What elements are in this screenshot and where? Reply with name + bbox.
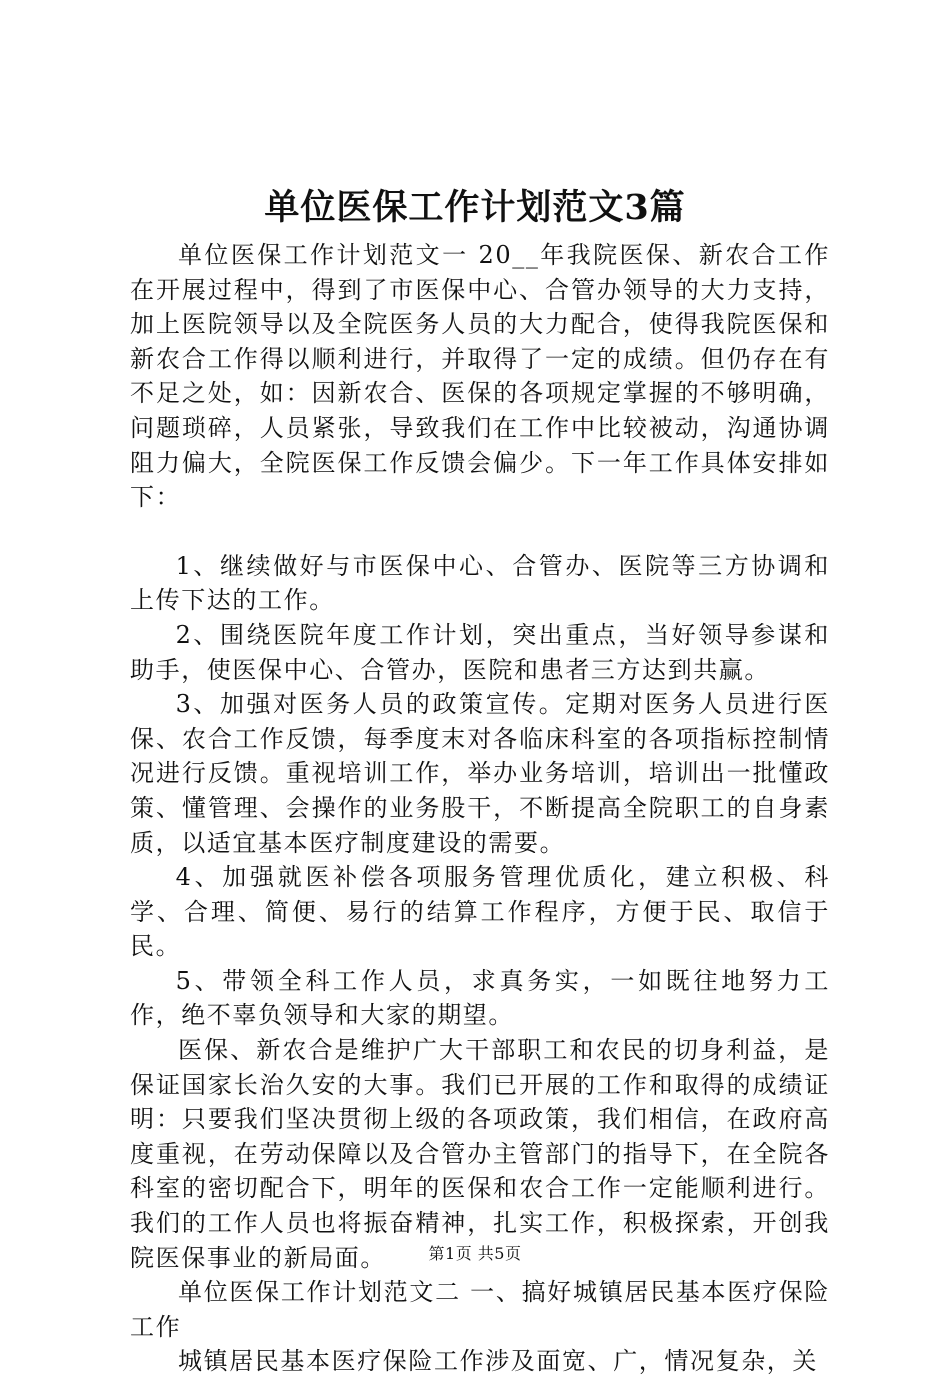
list-item-3: 3、加强对医务人员的政策宣传。定期对医务人员进行医保、农合工作反馈，每季度末对各临床科室的各项指标控制情况进行反馈。重视培训工作，举办业务培训，培训出一批懂政策、懂管理、会操作的业务股干，不断提高全院职工的自身素质，以适宜基本医疗制度建设的需要。 <box>130 690 830 857</box>
paragraph-summary: 医保、新农合是维护广大干部职工和农民的切身利益，是保证国家长治久安的大事。我们已开展的工作和取得的成绩证明：只要我们坚决贯彻上级的各项政策，我们相信，在政府高度重视，在劳动保障以及合管办主管部门的指导下，在全院各科室的密切配合下，明年的医保和农合工作一定能顺利进行。我们的工作人员也将振奋精神，扎实工作，积极探索，开创我院医保事业的新局面。 <box>130 1036 830 1272</box>
paragraph-section-two-body: 城镇居民基本医疗保险工作涉及面宽、广，情况复杂，关 <box>178 1347 818 1376</box>
list-item-1: 1、继续做好与市医保中心、合管办、医院等三方协调和上传下达的工作。 <box>130 551 830 615</box>
list-item-5: 5、带领全科工作人员，求真务实，一如既往地努力工作，绝不辜负领导和大家的期望。 <box>130 966 830 1030</box>
document-body <box>130 238 830 1379</box>
list-item-4: 4、加强就医补偿各项服务管理优质化，建立积极、科学、合理、简便、易行的结算工作程序，方便于民、取信于民。 <box>130 863 830 961</box>
document-title: 单位医保工作计划范文3篇 <box>264 187 686 228</box>
list-item-2: 2、围绕医院年度工作计划，突出重点，当好领导参谋和助手，使医保中心、合管办，医院和患者三方达到共赢。 <box>130 620 830 684</box>
paragraph-section-two-heading: 单位医保工作计划范文二 一、搞好城镇居民基本医疗保险工作 <box>130 1278 830 1341</box>
paragraph-spacer <box>130 515 830 549</box>
paragraph-intro: 单位医保工作计划范文一 20__年我院医保、新农合工作在开展过程中，得到了市医保中心、合管办领导的大力支持，加上医院领导以及全院医务人员的大力配合，使得我院医保和新农合工作得以顺利进行，并取得了一定的成绩。但仍存在有不足之处，如：因新农合、医保的各项规定掌握的不够明确，问题琐碎，人员紧张，导致我们在工作中比较被动，沟通协调阻力偏大，全院医保工作反馈会偏少。下一年工作具体安排如下： <box>130 241 830 512</box>
page-number-footer: 第1页 共5页 <box>428 1244 522 1263</box>
